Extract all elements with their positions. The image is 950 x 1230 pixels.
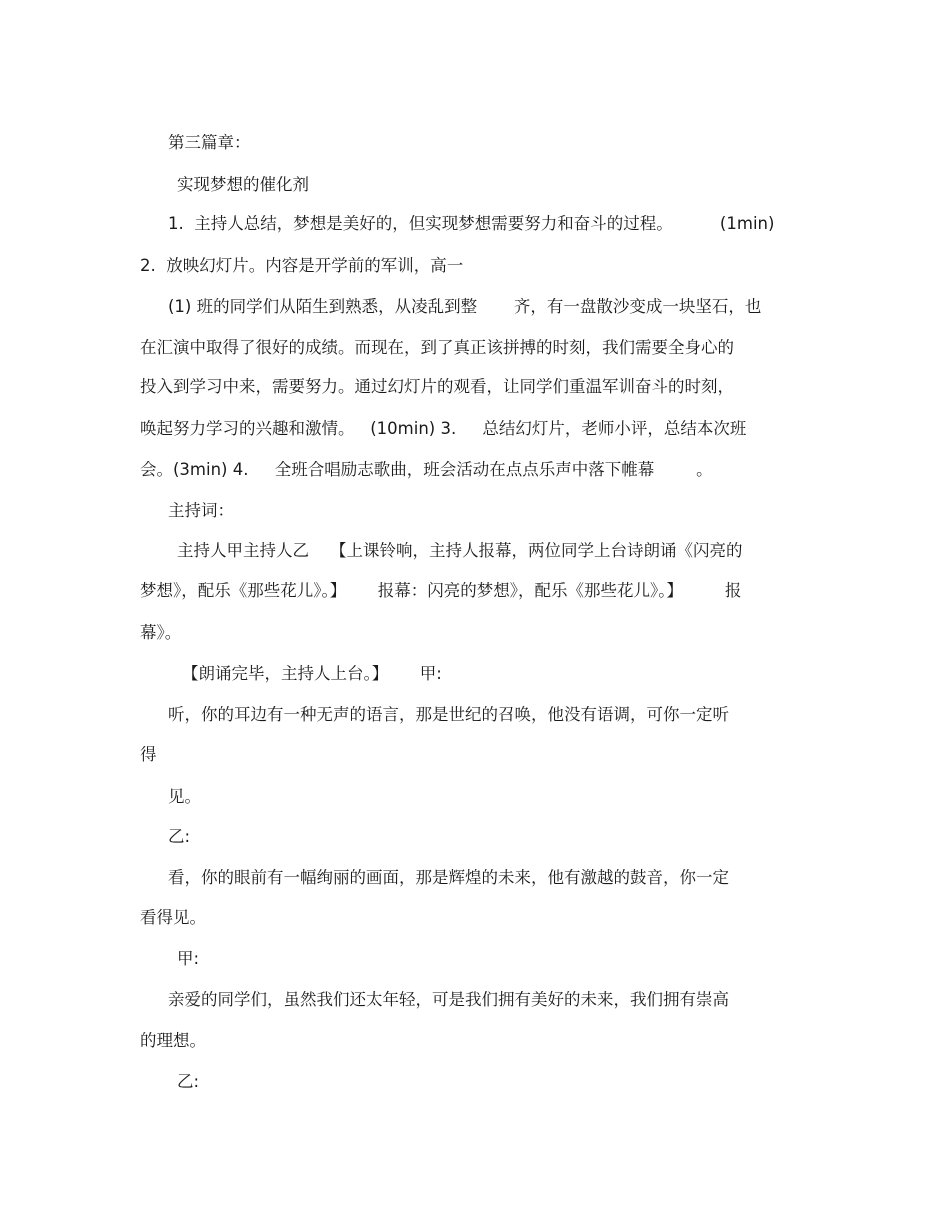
dialogue-line: 看，你的眼前有一幅绚丽的画面，那是辉煌的未来，他有激越的鼓音，你一定 xyxy=(168,868,729,887)
speaker-label: 乙: xyxy=(168,827,191,846)
dialogue-line: 看得见。 xyxy=(140,908,206,927)
paragraph-line: 幕》。 xyxy=(140,623,182,642)
paragraph-line: 投入到学习中来，需要努力。通过幻灯片的观看，让同学们重温军训奋斗的时刻， xyxy=(140,377,734,396)
speaker-label: 甲: xyxy=(177,949,200,968)
section-heading: 第三篇章： xyxy=(168,133,251,152)
agenda-item-1: 1. 主持人总结，梦想是美好的，但实现梦想需要努力和奋斗的过程。 (1min) xyxy=(168,214,775,233)
paragraph-line: 唤起努力学习的兴趣和激情。 (10min) 3. 总结幻灯片，老师小评，总结本次班 xyxy=(140,419,747,438)
dialogue-line: 亲爱的同学们，虽然我们还太年轻，可是我们拥有美好的未来，我们拥有崇高 xyxy=(168,990,729,1009)
dialogue-line: 的理想。 xyxy=(140,1031,206,1050)
paragraph-line: 梦想》，配乐《那些花儿》。】 报幕：闪亮的梦想》，配乐《那些花儿》。】 报 xyxy=(140,581,742,600)
paragraph-line: 主持人甲主持人乙 【上课铃响，主持人报幕，两位同学上台诗朗诵《闪亮的 xyxy=(177,541,743,560)
dialogue-line: 听，你的耳边有一种无声的语言，那是世纪的召唤，他没有语调，可你一定听 xyxy=(168,705,729,724)
paragraph-line: 会。(3min) 4. 全班合唱励志歌曲，班会活动在点点乐声中落下帷幕 。 xyxy=(140,460,713,479)
dialogue-line: 见。 xyxy=(168,787,201,806)
stage-direction: 【朗诵完毕，主持人上台。】 甲: xyxy=(182,664,442,683)
dialogue-line: 得 xyxy=(140,745,157,764)
paragraph-line: (1) 班的同学们从陌生到熟悉，从凌乱到整 齐，有一盘散沙变成一块坚石，也 xyxy=(168,297,762,316)
section-subtitle: 实现梦想的催化剂 xyxy=(177,175,309,194)
speaker-label: 乙: xyxy=(177,1072,200,1091)
paragraph-line: 在汇演中取得了很好的成绩。而现在，到了真正该拼搏的时刻，我们需要全身心的 xyxy=(140,338,734,357)
host-script-heading: 主持词： xyxy=(168,501,234,520)
agenda-item-2: 2. 放映幻灯片。内容是开学前的军训，高一 xyxy=(140,256,464,275)
